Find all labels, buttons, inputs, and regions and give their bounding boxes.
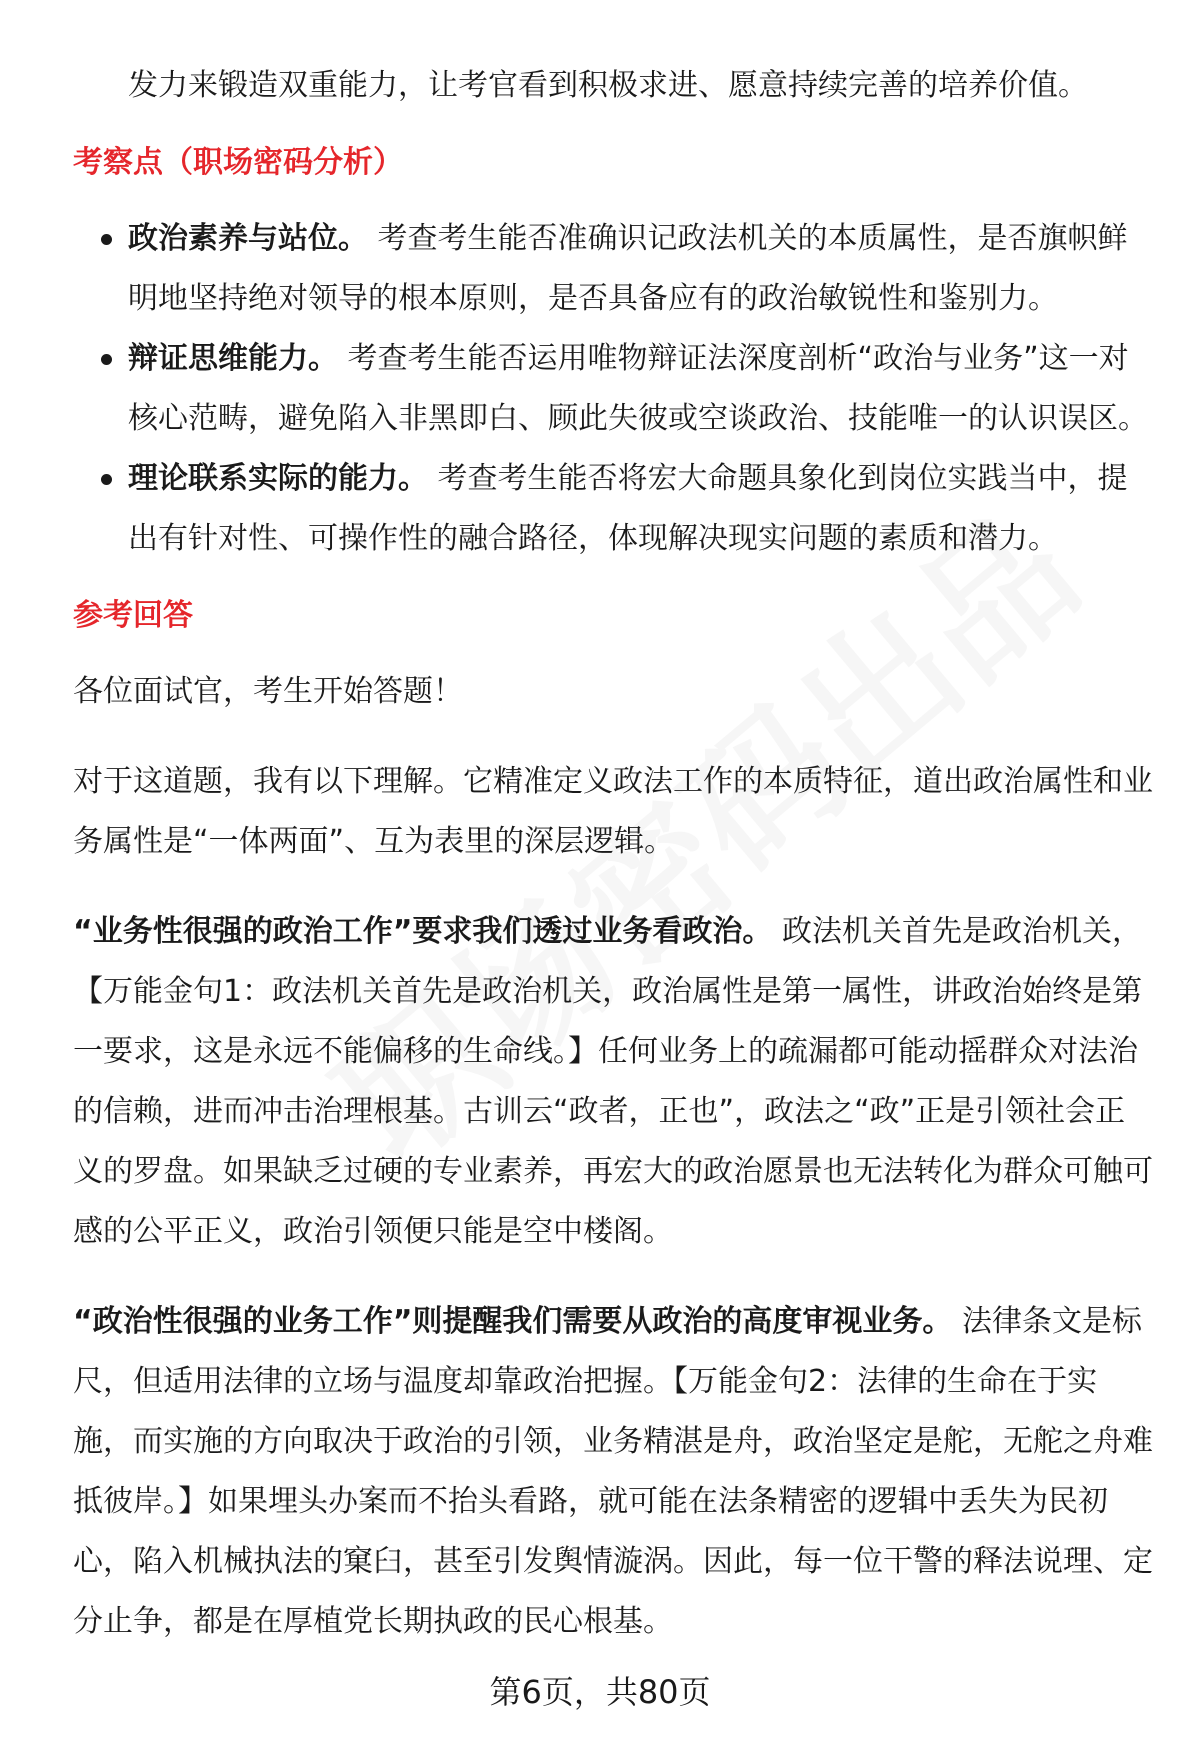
list-item <box>73 449 1153 569</box>
paragraph-body: 法律条文是标尺，但适用法律的立场与温度却靠政治把握。【万能金句2：法律的生命在于实施，而实施的方向取决于政治的引领，业务精湛是舟，政治坚定是舵，无舵之舟难抵彼岸。】如果埋头办案而不抬头看路，就可能在法条精密的逻辑中丢失为民初心，陷入机械执法的窠臼，甚至引发舆情漩涡。因此，每一位干警的释法说理、定分止争，都是在厚植党长期执政的民心根基。 <box>73 1304 1153 1639</box>
page-number: 第6页，共80页 <box>489 1673 711 1711</box>
point-label: 辩证思维能力。 <box>128 341 338 376</box>
answer-paragraph-1 <box>73 902 1153 1262</box>
understanding-paragraph: 对于这道题，我有以下理解。它精准定义政法工作的本质特征，道出政治属性和业务属性是“一体两面”、互为表里的深层逻辑。 <box>73 764 1153 859</box>
paragraph-body: 政法机关首先是政治机关，【万能金句1：政法机关首先是政治机关，政治属性是第一属性，讲政治始终是第一要求，这是永远不能偏移的生命线。】任何业务上的疏漏都可能动摇群众对法治的信赖，进而冲击治理根基。古训云“政者，正也”，政法之“政”正是引领社会正义的罗盘。如果缺乏过硬的专业素养，再宏大的政治愿景也无法转化为群众可触可感的公平正义，政治引领便只能是空中楼阁。 <box>73 914 1153 1249</box>
point-text: 考查考生能否运用唯物辩证法深度剖析“政治与业务”这一对核心范畴，避免陷入非黑即白、顾此失彼或空谈政治、技能唯一的认识误区。 <box>128 341 1148 436</box>
list-item <box>73 329 1153 449</box>
greeting-paragraph: 各位面试官，考生开始答题！ <box>73 674 463 709</box>
paragraph-lead: “业务性很强的政治工作”要求我们透过业务看政治。 <box>73 914 773 949</box>
section-heading-reference-answer: 参考回答 <box>73 598 193 633</box>
point-label: 政治素养与站位。 <box>128 221 368 256</box>
point-text: 考查考生能否将宏大命题具象化到岗位实践当中，提出有针对性、可操作性的融合路径，体现解决现实问题的素质和潜力。 <box>128 461 1128 556</box>
page-content <box>73 56 1153 1682</box>
bullet-icon <box>101 354 112 365</box>
list-item <box>73 209 1153 329</box>
bullet-icon <box>101 474 112 485</box>
exam-points-list <box>73 209 1153 569</box>
paragraph-lead: “政治性很强的业务工作”则提醒我们需要从政治的高度审视业务。 <box>73 1304 953 1339</box>
intro-line: 发力来锻造双重能力，让考官看到积极求进、愿意持续完善的培养价值。 <box>128 68 1088 103</box>
point-label: 理论联系实际的能力。 <box>128 461 428 496</box>
point-text: 考查考生能否准确识记政法机关的本质属性，是否旗帜鲜明地坚持绝对领导的根本原则，是否具备应有的政治敏锐性和鉴别力。 <box>128 221 1128 316</box>
answer-paragraph-2 <box>73 1292 1153 1652</box>
bullet-icon <box>101 234 112 245</box>
section-heading-exam-points: 考察点（职场密码分析） <box>73 145 403 180</box>
